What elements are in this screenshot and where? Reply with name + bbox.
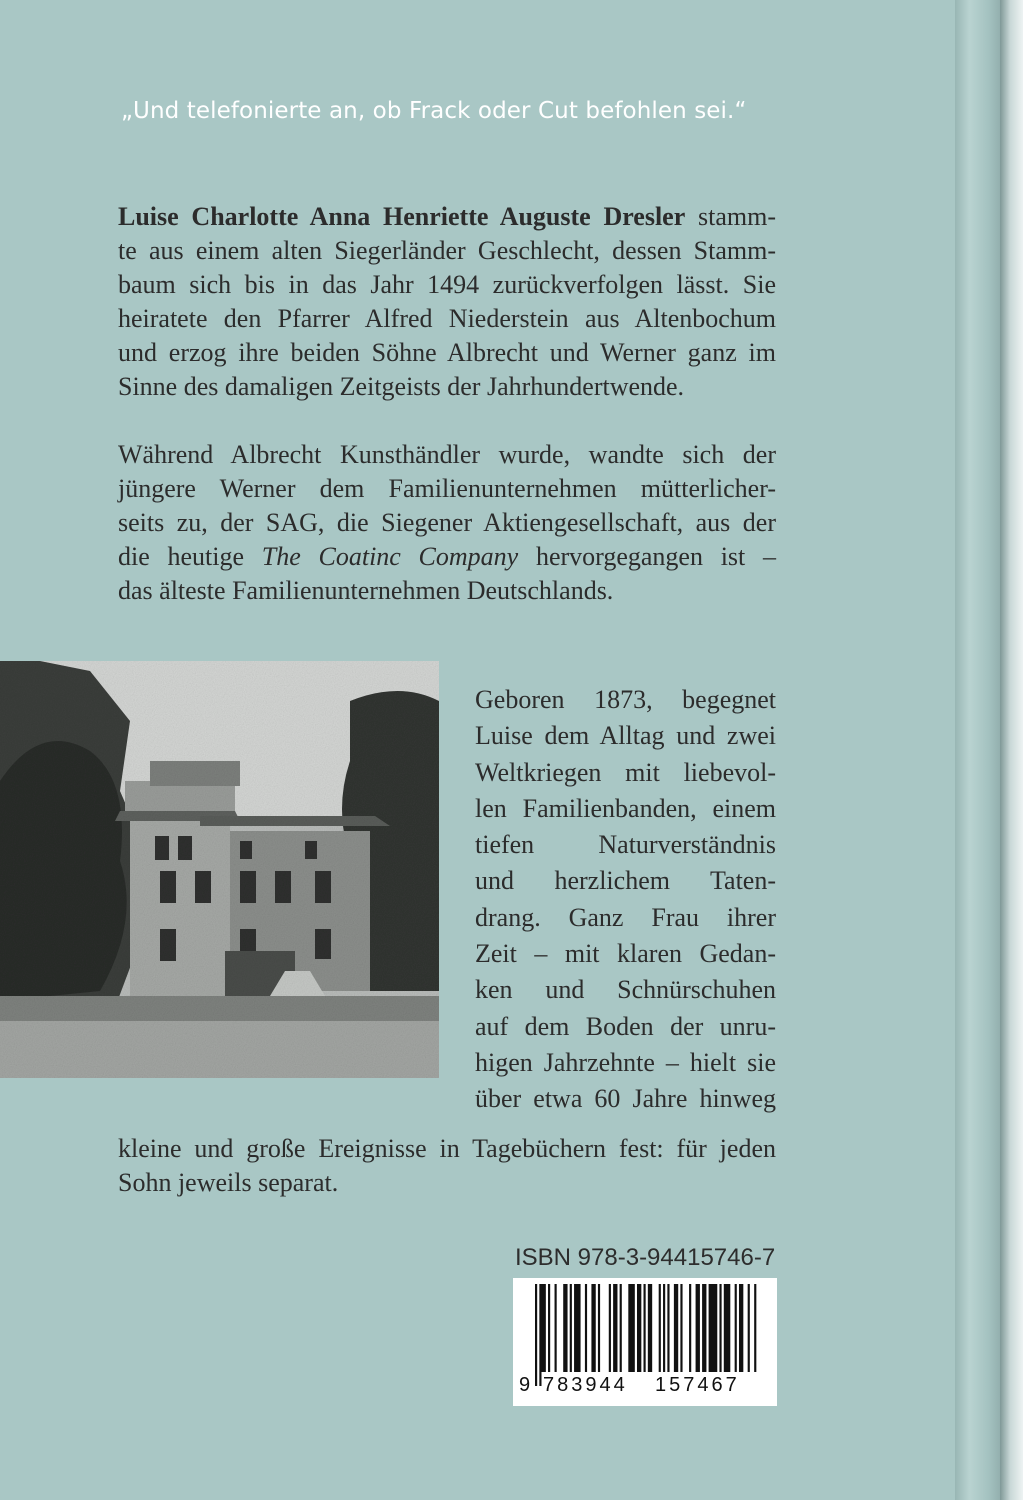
barcode-bar — [680, 1284, 682, 1372]
barcode-bar — [637, 1284, 641, 1372]
line: über etwa 60 Jahre hinweg — [475, 1084, 776, 1114]
barcode-bar — [663, 1284, 665, 1372]
line: auf dem Boden der unru- — [475, 1011, 776, 1041]
barcode-bar — [574, 1284, 581, 1372]
line: Zeit – mit klaren Gedan- — [475, 939, 776, 969]
barcode-bar — [563, 1284, 567, 1372]
line: die heutige The Coatinc Company hervorgegangen ist – — [118, 542, 776, 571]
barcode-digit-first: 9 — [519, 1374, 531, 1396]
line: Luise dem Alltag und zwei — [475, 721, 776, 751]
barcode-bar — [674, 1284, 678, 1372]
company-name-italic: The Coatinc Company — [261, 542, 519, 571]
tagline-quote: „Und telefonierte an, ob Frack oder Cut befohlen sei.“ — [121, 98, 747, 124]
line: tiefen Naturverständnis — [475, 830, 776, 860]
page-edge — [1000, 0, 1023, 1500]
villa-photo-illustration — [0, 661, 439, 1078]
barcode-bar — [598, 1284, 600, 1372]
line: len Familienbanden, einem — [475, 793, 776, 823]
isbn-label: ISBN 978-3-94415746-7 — [515, 1244, 776, 1271]
barcode — [513, 1278, 777, 1406]
barcode-bar — [648, 1284, 652, 1372]
barcode-digits-right: 157467 — [655, 1374, 740, 1396]
line: seits zu, der SAG, die Siegener Aktiengesellschaft, aus der — [118, 508, 776, 537]
line: kleine und große Ereignisse in Tagebüchern fest: für jeden — [118, 1134, 776, 1163]
company-paragraph — [118, 438, 776, 608]
barcode-bar — [620, 1284, 622, 1372]
line: Geboren 1873, begegnet — [475, 685, 776, 714]
barcode-digits — [513, 1374, 777, 1404]
barcode-bar — [570, 1284, 572, 1372]
barcode-bar — [613, 1284, 617, 1372]
intro-paragraph — [118, 200, 776, 404]
spine-shade — [955, 0, 1003, 1500]
barcode-bar — [555, 1284, 557, 1372]
line: te aus einem alten Siegerländer Geschlecht, dessen Stamm- — [118, 236, 776, 265]
line: und erzog ihre beiden Söhne Albrecht und Werner ganz im — [118, 338, 776, 367]
barcode-bar — [689, 1284, 691, 1372]
barcode-bar — [724, 1284, 731, 1372]
barcode-bar — [659, 1284, 661, 1372]
barcode-bar — [542, 1284, 546, 1372]
line: drang. Ganz Frau ihrer — [475, 902, 776, 932]
line: heiratete den Pfarrer Alfred Niederstein aus Altenbochum — [118, 304, 776, 333]
barcode-bar — [709, 1284, 718, 1372]
line: Sohn jeweils separat. — [118, 1168, 339, 1197]
villa-photo — [0, 661, 439, 1078]
biography-paragraph — [475, 682, 776, 1118]
barcode-bar — [739, 1284, 743, 1372]
line: baum sich bis in das Jahr 1494 zurückverfolgen lässt. Sie — [118, 270, 776, 299]
bold-full-name: Luise Charlotte Anna Henriette Auguste Dresler — [118, 202, 686, 231]
barcode-bar — [628, 1284, 635, 1372]
diary-paragraph — [118, 1132, 776, 1200]
barcode-bar — [667, 1284, 669, 1372]
barcode-bar — [609, 1284, 611, 1372]
barcode-bar — [548, 1284, 550, 1372]
line: ken und Schnürschuhen — [475, 975, 776, 1005]
barcode-bar — [735, 1284, 737, 1372]
barcode-bar — [754, 1284, 756, 1372]
barcode-bar — [591, 1284, 595, 1372]
barcode-bar — [719, 1284, 721, 1372]
line: Luise Charlotte Anna Henriette Auguste Dresler stamm- — [118, 202, 777, 231]
line: Sinne des damaligen Zeitgeists der Jahrhundertwende. — [118, 372, 685, 401]
barcode-bar — [696, 1284, 700, 1372]
barcode-bar — [585, 1284, 587, 1372]
line: higen Jahrzehnte – hielt sie — [475, 1047, 776, 1077]
line: Weltkriegen mit liebevol- — [475, 757, 776, 787]
barcode-bar — [644, 1284, 646, 1372]
barcode-bar — [702, 1284, 706, 1372]
line: Während Albrecht Kunsthändler wurde, wandte sich der — [118, 440, 776, 469]
barcode-bar — [748, 1284, 750, 1372]
line: jüngere Werner dem Familienunternehmen mütterlicher- — [118, 474, 776, 503]
line: und herzlichem Taten- — [475, 866, 776, 896]
barcode-digits-left: 783944 — [543, 1374, 628, 1396]
line: das älteste Familienunternehmen Deutschlands. — [118, 576, 614, 605]
